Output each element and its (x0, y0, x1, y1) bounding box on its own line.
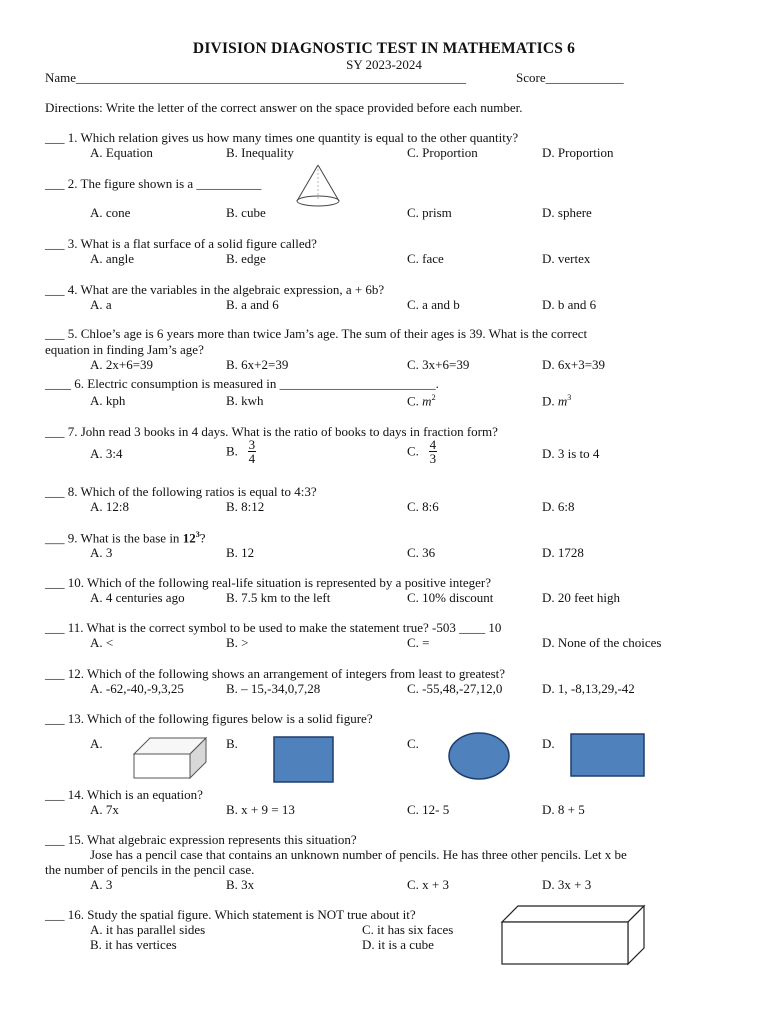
q14-choice-c: C. 12- 5 (407, 802, 450, 817)
q15-choice-d: D. 3x + 3 (542, 877, 592, 892)
q15-choice-a: A. 3 (90, 877, 113, 892)
question-11: ___ 11. What is the correct symbol to be used to make the statement true? -503 ____ 10 (45, 620, 502, 635)
q3-choice-a: A. angle (90, 251, 135, 266)
q4-choice-c: C. a and b (407, 297, 460, 312)
q10-choice-d: D. 20 feet high (542, 590, 620, 605)
q2-choice-a: A. cone (90, 205, 131, 220)
directions: Directions: Write the letter of the correct answer on the space provided before each number. (45, 100, 523, 115)
square-figure (273, 736, 335, 784)
q9-choice-a: A. 3 (90, 545, 113, 560)
question-9: ___ 9. What is the base in $12^3$? (45, 530, 206, 546)
q1-choice-c: C. Proportion (407, 145, 478, 160)
q5-choice-c: C. 3x+6=39 (407, 357, 470, 372)
q8-choice-d: D. 6:8 (542, 499, 575, 514)
q6-choice-b: B. kwh (226, 393, 264, 408)
q12-choice-c: C. -55,48,-27,12,0 (407, 681, 503, 696)
school-year: SY 2023-2024 (346, 57, 422, 72)
question-1: ___ 1. Which relation gives us how many times one quantity is equal to the other quantity? (45, 130, 519, 145)
test-title: DIVISION DIAGNOSTIC TEST IN MATHEMATICS 6 (192, 40, 576, 57)
box-figure (500, 904, 646, 966)
q1-choice-d: D. Proportion (542, 145, 614, 160)
q9-choice-c: C. 36 (407, 545, 436, 560)
q14-choice-a: A. 7x (90, 802, 119, 817)
question-6: ____ 6. Electric consumption is measured in ________________________. (45, 376, 439, 391)
q6-choice-c: C. $m^2$ (407, 393, 436, 409)
question-5-cont: equation in finding Jam’s age? (45, 342, 204, 357)
q16-choice-b: B. it has vertices (90, 937, 177, 952)
q13-choice-d: D. (542, 736, 555, 751)
q11-choice-d: D. None of the choices (542, 635, 662, 650)
q13-choice-b: B. (226, 736, 238, 751)
q16-choice-a: A. it has parallel sides (90, 922, 206, 937)
q8-choice-b: B. 8:12 (226, 499, 265, 514)
name-field: Name____________________________________________________________ (45, 70, 467, 85)
question-4: ___ 4. What are the variables in the algebraic expression, a + 6b? (45, 282, 385, 297)
question-3: ___ 3. What is a flat surface of a solid figure called? (45, 236, 317, 251)
question-7: ___ 7. John read 3 books in 4 days. What is the ratio of books to days in fraction form? (45, 424, 498, 439)
q15-choice-b: B. 3x (226, 877, 255, 892)
circle-figure (447, 731, 511, 781)
q5-choice-d: D. 6x+3=39 (542, 357, 606, 372)
q1-choice-a: A. Equation (90, 145, 153, 160)
question-15: ___ 15. What algebraic expression represents this situation? (45, 832, 357, 847)
q5-choice-b: B. 6x+2=39 (226, 357, 289, 372)
q7-choice-a: A. 3:4 (90, 446, 123, 461)
score-field: Score____________ (516, 70, 624, 85)
q7-choice-b: B. $\frac{3}{4}$ (226, 437, 256, 466)
q16-choice-c: C. it has six faces (362, 922, 454, 937)
q8-choice-a: A. 12:8 (90, 499, 129, 514)
q13-choice-c: C. (407, 736, 419, 751)
q11-choice-a: A. < (90, 635, 114, 650)
rectangle-figure (570, 733, 646, 779)
q15-choice-c: C. x + 3 (407, 877, 450, 892)
q10-choice-b: B. 7.5 km to the left (226, 590, 331, 605)
q15-story-line-2: the number of pencils in the pencil case. (45, 862, 255, 877)
q8-choice-c: C. 8:6 (407, 499, 439, 514)
q10-choice-c: C. 10% discount (407, 590, 494, 605)
q12-choice-d: D. 1, -8,13,29,-42 (542, 681, 635, 696)
q12-choice-a: A. -62,-40,-9,3,25 (90, 681, 184, 696)
q2-choice-c: C. prism (407, 205, 452, 220)
q1-choice-b: B. Inequality (226, 145, 294, 160)
q11-choice-b: B. > (226, 635, 249, 650)
q2-choice-d: D. sphere (542, 205, 592, 220)
q11-choice-c: C. = (407, 635, 430, 650)
question-14: ___ 14. Which is an equation? (45, 787, 203, 802)
question-8: ___ 8. Which of the following ratios is equal to 4:3? (45, 484, 317, 499)
question-5: ___ 5. Chloe’s age is 6 years more than twice Jam’s age. The sum of their ages is 39. What is the correct (45, 326, 588, 341)
q4-choice-d: D. b and 6 (542, 297, 597, 312)
q9-choice-d: D. 1728 (542, 545, 584, 560)
rectangular-prism-figure (132, 736, 208, 780)
q7-choice-d: D. 3 is to 4 (542, 446, 600, 461)
q14-choice-b: B. x + 9 = 13 (226, 802, 295, 817)
q16-choice-d: D. it is a cube (362, 937, 434, 952)
q6-choice-d: D. $m^3$ (542, 393, 572, 409)
q5-choice-a: A. 2x+6=39 (90, 357, 154, 372)
q12-choice-b: B. – 15,-34,0,7,28 (226, 681, 321, 696)
q13-choice-a: A. (90, 736, 103, 751)
q14-choice-d: D. 8 + 5 (542, 802, 585, 817)
q3-choice-c: C. face (407, 251, 444, 266)
question-10: ___ 10. Which of the following real-life situation is represented by a positive integer? (45, 575, 491, 590)
question-2: ___ 2. The figure shown is a __________ (45, 176, 262, 191)
q2-choice-b: B. cube (226, 205, 266, 220)
cone-figure (293, 163, 343, 211)
q15-story-line-1: Jose has a pencil case that contains an unknown number of pencils. He has three other pencils. Let x be (90, 847, 627, 862)
q3-choice-b: B. edge (226, 251, 266, 266)
question-12: ___ 12. Which of the following shows an arrangement of integers from least to greatest? (45, 666, 506, 681)
q9-choice-b: B. 12 (226, 545, 255, 560)
q4-choice-a: A. a (90, 297, 112, 312)
q7-choice-c: C. $\frac{4}{3}$ (407, 437, 437, 466)
q6-choice-a: A. kph (90, 393, 126, 408)
question-16: ___ 16. Study the spatial figure. Which statement is NOT true about it? (45, 907, 416, 922)
q3-choice-d: D. vertex (542, 251, 591, 266)
q4-choice-b: B. a and 6 (226, 297, 279, 312)
question-13: ___ 13. Which of the following figures below is a solid figure? (45, 711, 373, 726)
q10-choice-a: A. 4 centuries ago (90, 590, 185, 605)
